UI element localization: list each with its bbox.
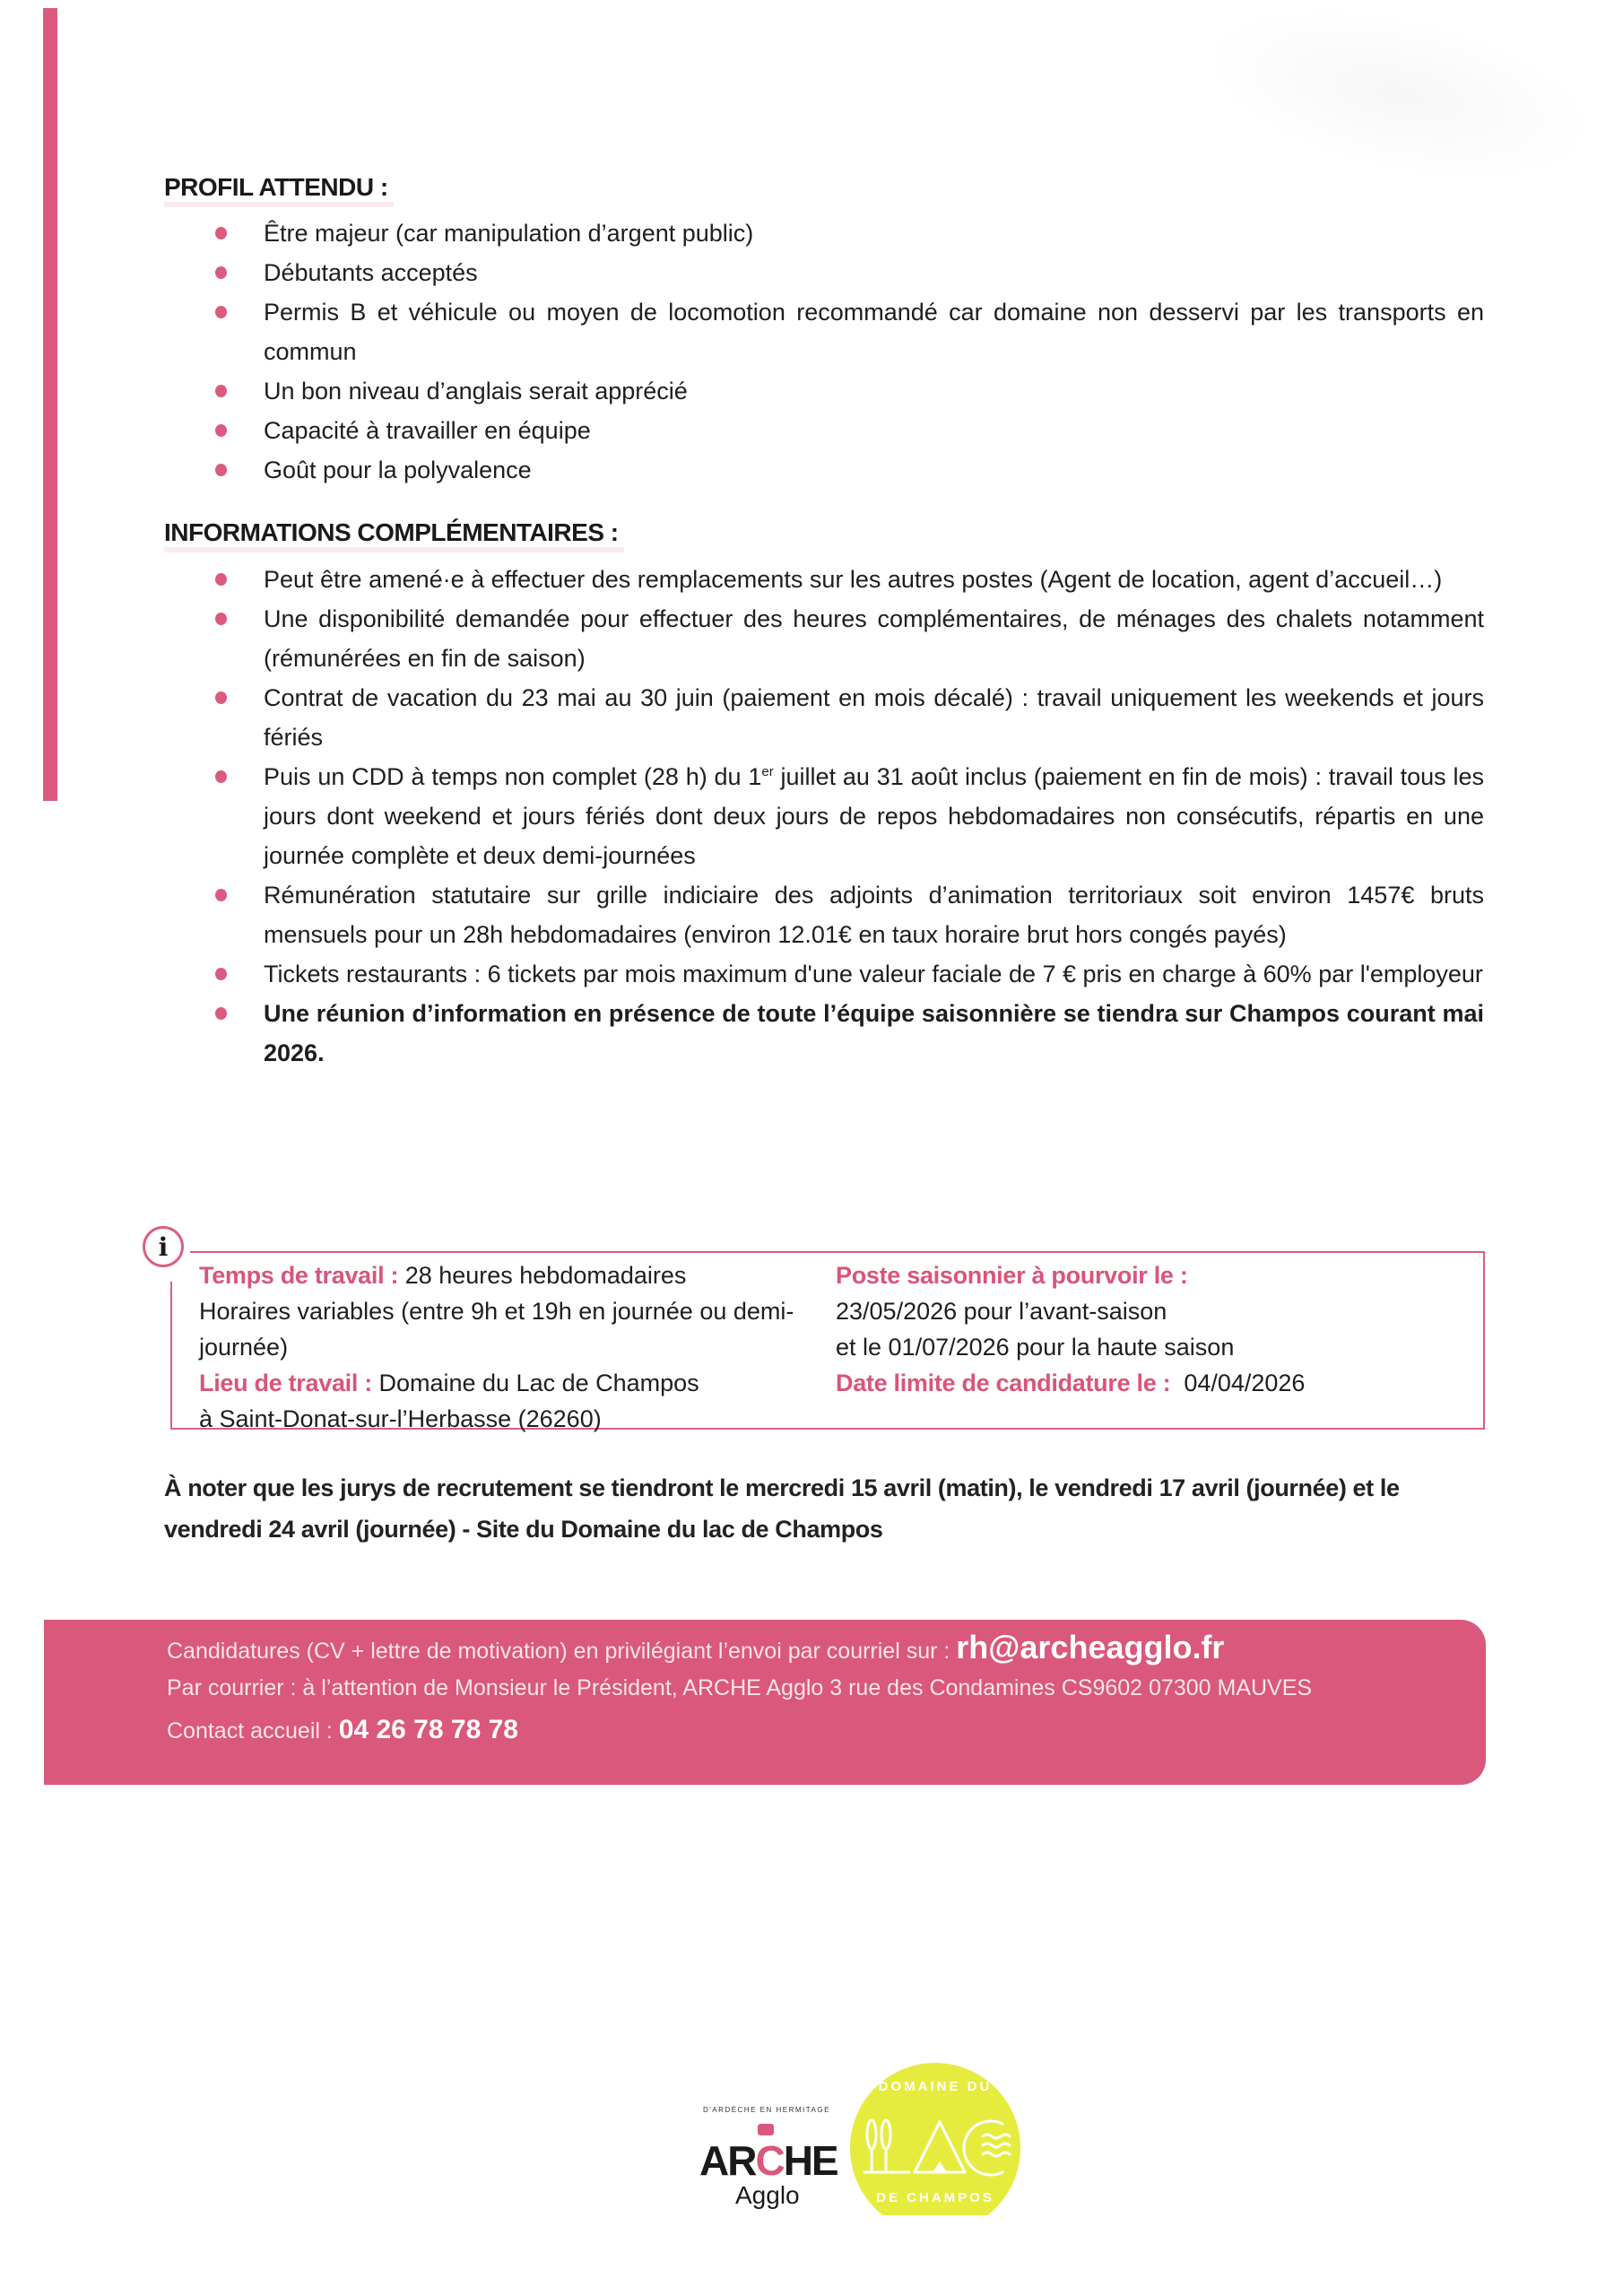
- arche-wordmark: [699, 2136, 838, 2185]
- cdd-text-end: juillet au 31 août inclus (paiement en fin de mois) : travail tous les jours dont weekend et jours fériés dont deux jours de repos hebdomadaires non consécutifs, répartis en une journée complète et deux demi-journées: [264, 763, 1484, 869]
- list-item: Permis B et véhicule ou moyen de locomotion recommandé car domaine non desservi par les transports en commun: [215, 292, 1484, 371]
- list-item: Goût pour la polyvalence: [215, 450, 1484, 490]
- list-item: Rémunération statutaire sur grille indiciaire des adjoints d’animation territoriaux soit environ 1457€ bruts mensuels pour un 28h hebdomadaires (environ 12.01€ en taux horaire brut hors congés payés): [215, 875, 1484, 954]
- list-item: Tickets restaurants : 6 tickets par mois maximum d'une valeur faciale de 7 € pris en charge à 60% par l'employeur: [215, 954, 1484, 994]
- crown-icon: [758, 2124, 774, 2135]
- arche-word-c: C: [755, 2137, 784, 2184]
- list-item: Débutants acceptés: [215, 253, 1484, 292]
- contact-band: [44, 1620, 1486, 1785]
- date-limite-label: Date limite de candidature le :: [836, 1370, 1171, 1396]
- info-icon-glyph: i: [158, 1231, 169, 1262]
- info-col-right: [836, 1257, 1463, 1401]
- courrier-line: Par courrier : à l’attention de Monsieur le Président, ARCHE Agglo 3 rue des Condamines CS9602 07300 MAUVES: [167, 1675, 1313, 1700]
- email-link[interactable]: rh@archeagglo.fr: [956, 1629, 1225, 1665]
- list-item: Être majeur (car manipulation d’argent public): [215, 213, 1484, 253]
- candidatures-line: [167, 1629, 1224, 1666]
- list-item: Une disponibilité demandée pour effectuer des heures complémentaires, de ménages des chalets notamment (rémunérées en fin de saison): [215, 599, 1484, 678]
- horaires-text: Horaires variables (entre 9h et 19h en journée ou demi-journée): [199, 1298, 794, 1361]
- tent-trees-waves-icon: [859, 2115, 1011, 2178]
- lac-bottom-text: DE CHAMPOS: [876, 2190, 994, 2205]
- temps-label: Temps de travail :: [199, 1262, 399, 1289]
- list-item: Peut être amené·e à effectuer des remplacements sur les autres postes (Agent de location, agent d’accueil…): [215, 560, 1484, 599]
- candidatures-text: Candidatures (CV + lettre de motivation) en privilégiant l’envoi par courriel sur :: [167, 1639, 957, 1664]
- arche-sub: Agglo: [735, 2181, 800, 2209]
- infos-heading: INFORMATIONS COMPLÉMENTAIRES :: [164, 518, 619, 546]
- temps-value: 28 heures hebdomadaires: [398, 1262, 687, 1289]
- list-item: Un bon niveau d’anglais serait apprécié: [215, 371, 1484, 411]
- accueil-line: [167, 1715, 518, 1745]
- arche-tagline: D'ARDÈCHE EN HERMITAGE: [703, 2106, 830, 2114]
- phone-number[interactable]: 04 26 78 78 78: [338, 1715, 518, 1744]
- ordinal-suffix: er: [761, 764, 774, 779]
- info-icon: [143, 1226, 184, 1267]
- lieu-label: Lieu de travail :: [199, 1370, 372, 1396]
- poste-date-haute-saison: et le 01/07/2026 pour la haute saison: [836, 1334, 1235, 1361]
- arche-word-a: AR: [699, 2137, 756, 2184]
- arche-agglo-logo: [699, 2099, 838, 2224]
- list-item: Capacité à travailler en équipe: [215, 411, 1484, 450]
- cdd-text-start: Puis un CDD à temps non complet (28 h) du 1: [264, 763, 762, 790]
- temps-de-travail: [199, 1257, 809, 1293]
- date-limite-value: 04/04/2026: [1170, 1370, 1306, 1396]
- arche-word-b: HE: [783, 2137, 838, 2184]
- poste-label: Poste saisonnier à pourvoir le :: [836, 1262, 1188, 1289]
- accueil-label: Contact accueil :: [167, 1718, 339, 1744]
- jury-note: À noter que les jurys de recrutement se tiendront le mercredi 15 avril (matin), le vendredi 17 avril (journée) et le vendredi 24 avril (journée) - Site du Domaine du lac de Champos: [164, 1474, 1400, 1543]
- list-item-meeting: Une réunion d’information en présence de toute l’équipe saisonnière se tiendra sur Champos courant mai 2026.: [215, 994, 1484, 1073]
- lieu-value: Domaine du Lac de Champos: [371, 1370, 699, 1396]
- list-item: [215, 757, 1484, 875]
- domaine-du-lac-logo: [850, 2063, 1020, 2215]
- profil-list: [215, 213, 1484, 490]
- profil-heading: PROFIL ATTENDU :: [164, 173, 388, 201]
- date-limite: [836, 1365, 1463, 1401]
- list-item: Contrat de vacation du 23 mai au 30 juin (paiement en mois décalé) : travail uniquement les weekends et jours fériés: [215, 678, 1484, 757]
- decorative-left-bar: [43, 8, 57, 801]
- infos-list: [215, 560, 1484, 1073]
- lac-top-text: DOMAINE DU: [878, 2079, 993, 2094]
- info-col-left: [199, 1257, 809, 1437]
- lieu-de-travail: [199, 1365, 809, 1401]
- poste-date-avant-saison: 23/05/2026 pour l’avant-saison: [836, 1298, 1167, 1325]
- scan-artifact: [1190, 0, 1608, 210]
- lieu-address: à Saint-Donat-sur-l’Herbasse (26260): [199, 1405, 602, 1432]
